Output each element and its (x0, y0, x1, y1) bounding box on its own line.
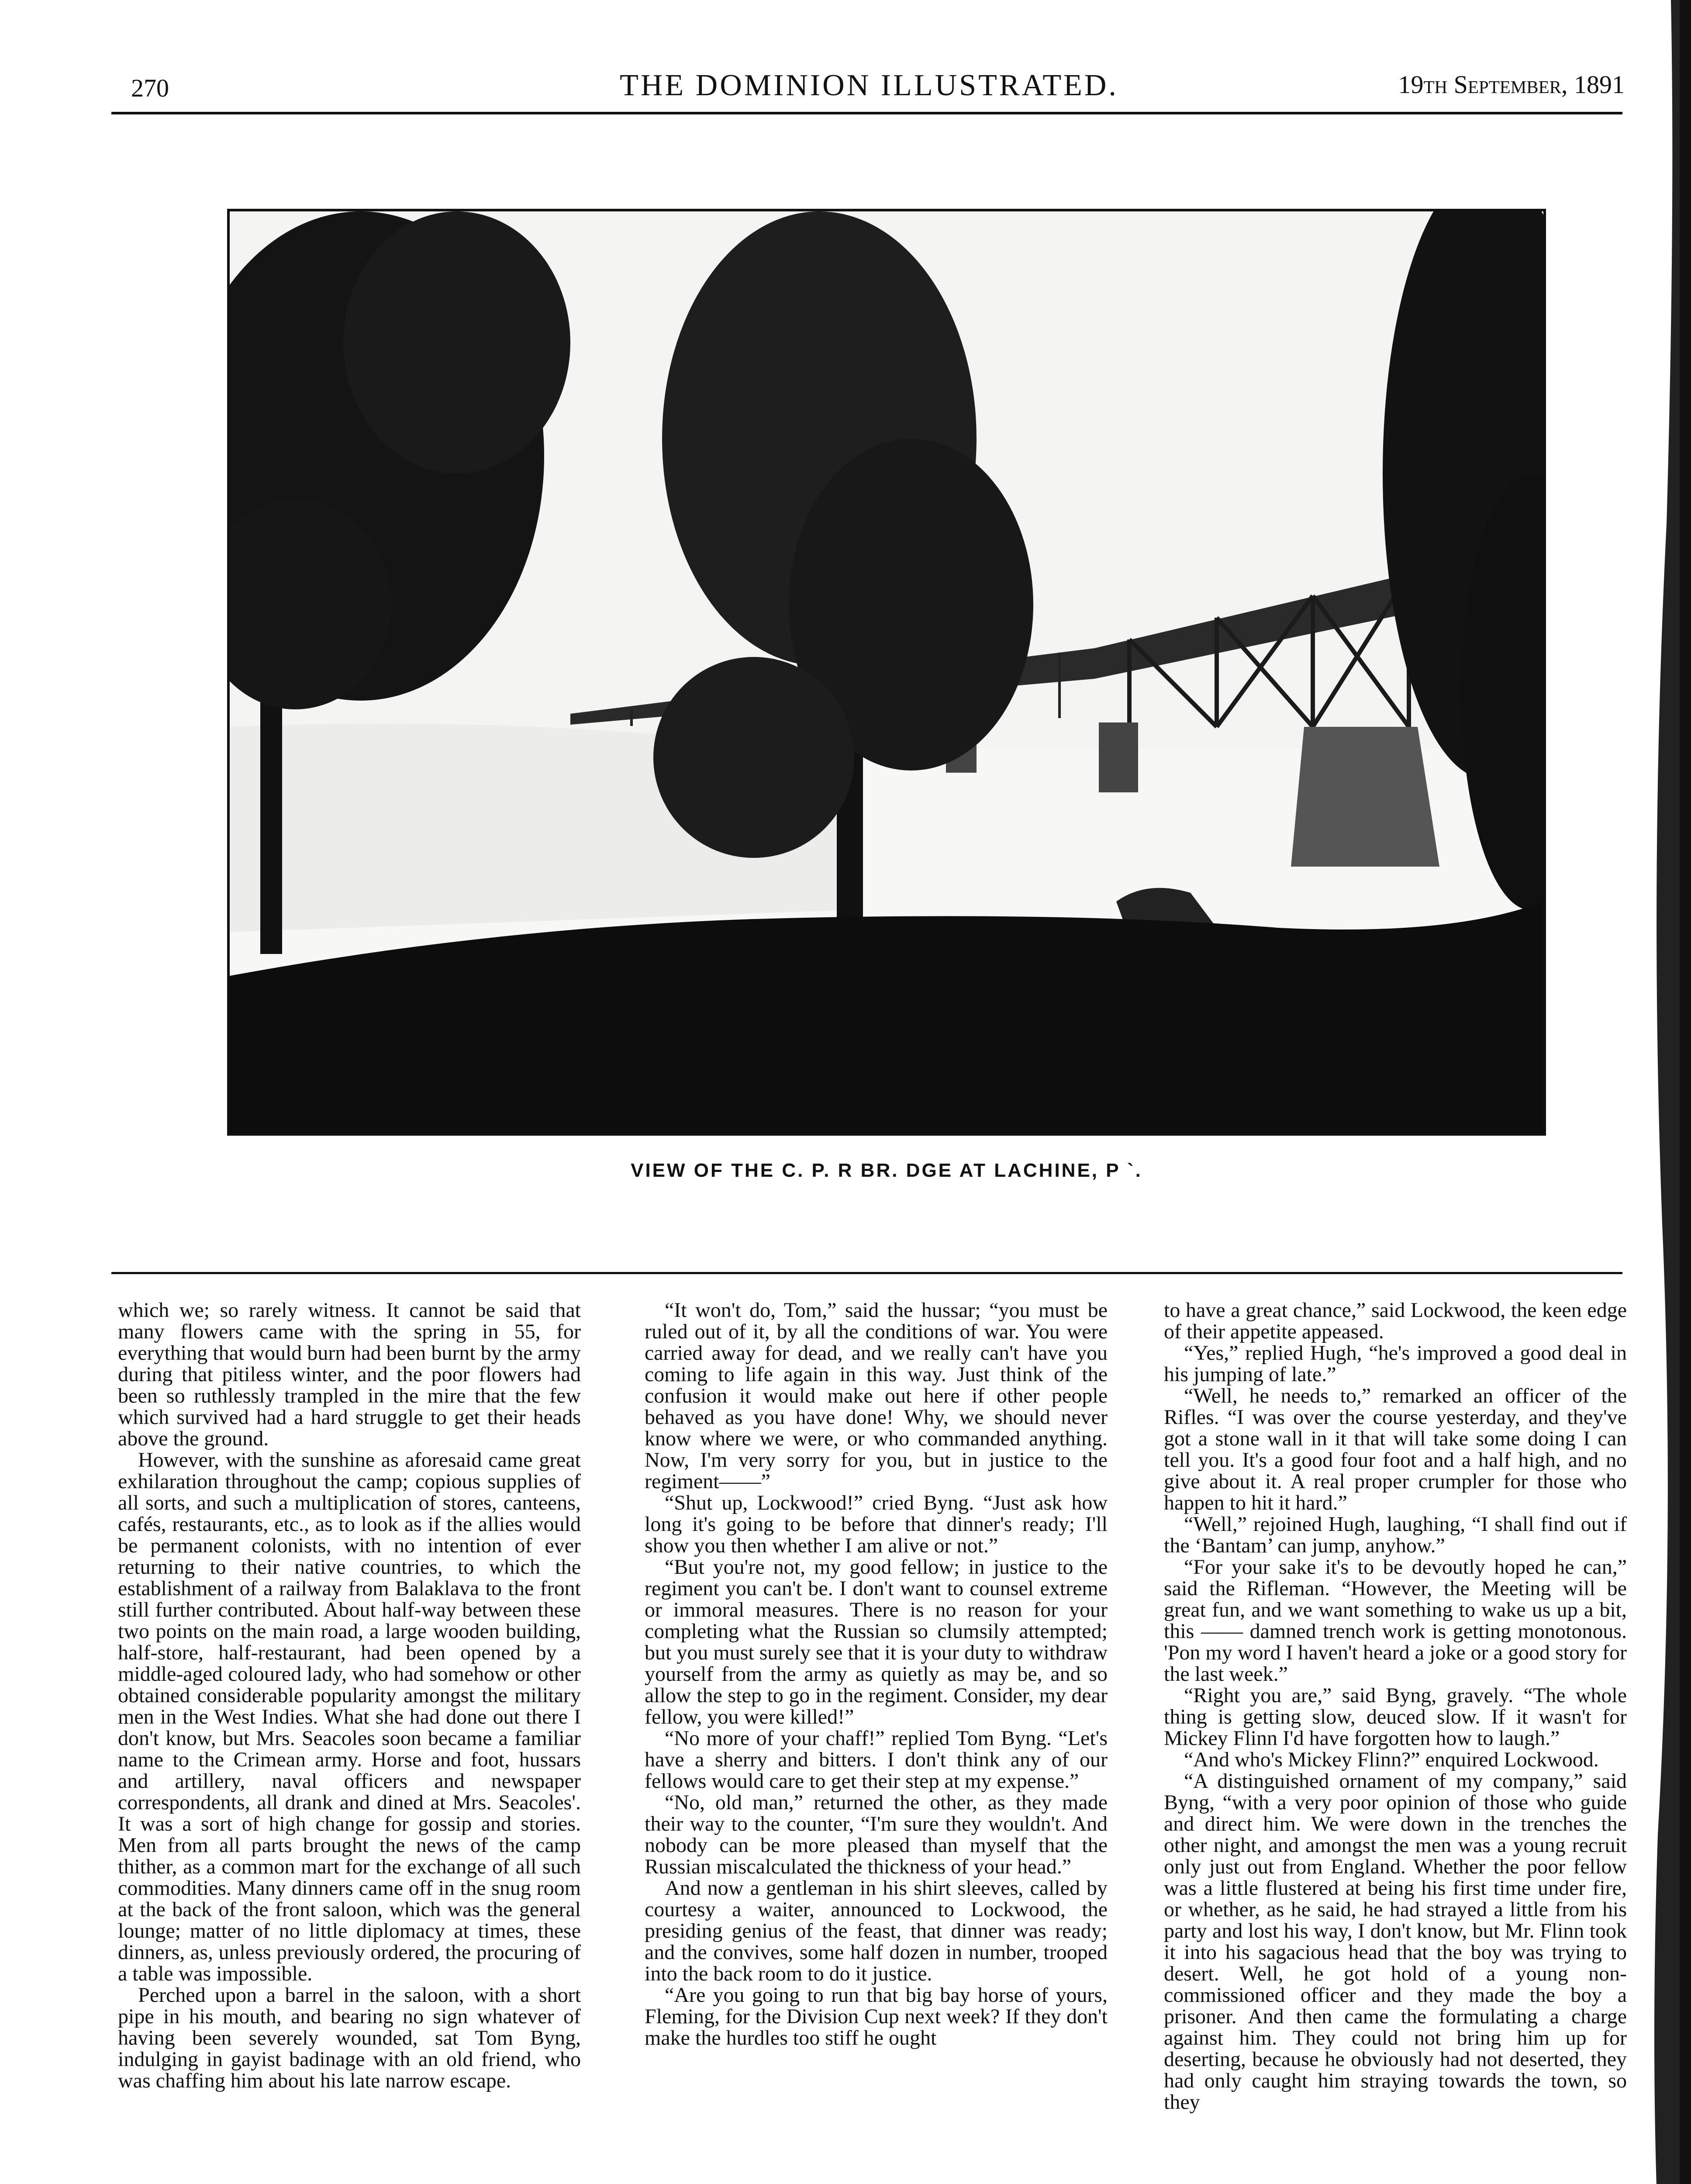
paragraph: However, with the sunshine as aforesaid came great exhilaration throughout the camp; copious supplies of all sorts, and such a multiplication of stores, canteens, cafés, restaurants, etc., as to look as if the allies would be permanent colonists, with no intention of ever returning to their native countries, to which the establishment of a railway from Balaklava to the front still further contributed. About half-way between these two points on the main road, a large wooden building, half-store, half-restaurant, had been opened by a middle-aged coloured lady, who had somehow or other obtained considerable popularity amongst the military men in the West Indies. What she had done out there I don't know, but Mrs. Seacoles soon became a familiar name to the Crimean army. Horse and foot, hussars and artillery, naval officers and newspaper correspondents, all drank and dined at Mrs. Seacoles'. It was a sort of high change for gossip and stories. Men from all parts brought the news of the camp thither, as a common mart for the exchange of all such commodities. Many dinners came off in the snug room at the back of the front saloon, which was the general lounge; matter of no little diplomacy at times, these dinners, as, unless previously ordered, the procuring of a table was impossible. (118, 1448, 581, 1985)
paragraph: “For your sake it's to be devoutly hoped he can,” said the Rifleman. “However, the Meeting will be great fun, and we want something to wake us up a bit, this —— damned trench work is getting monotonous. 'Pon my word I haven't heard a joke or a good story for the last week.” (1164, 1555, 1627, 1686)
paragraph: to have a great chance,” said Lockwood, the keen edge of their appetite appeased. (1164, 1299, 1627, 1343)
text-column-1 (118, 1299, 581, 2091)
paragraph: “No more of your chaff!” replied Tom Byng. “Let's have a sherry and bitters. I don't think any of our fellows would care to get their step at my expense.” (645, 1727, 1108, 1793)
page-number: 270 (131, 74, 169, 102)
page-header (114, 66, 1625, 105)
paragraph: “Well, he needs to,” remarked an officer of the Rifles. “I was over the course yesterday, and they've got a stone wall in it that will take some doing I can tell you. It's a good four foot and a half high, and no give about it. A real proper crumpler for those who happen to hit it hard.” (1164, 1384, 1627, 1514)
bridge-photograph (227, 209, 1546, 1136)
paragraph: “Yes,” replied Hugh, “he's improved a good deal in his jumping of late.” (1164, 1341, 1627, 1386)
paragraph: “A distinguished ornament of my company,” said Byng, “with a very poor opinion of those who guide and direct him. We were down in the trenches the other night, and amongst the men was a young recruit only just out from England. Whether the poor fellow was a little flustered at being his first time under fire, or whether, as he said, he had strayed a little from his party and lost his way, I don't know, but Mr. Flinn took it into his sagacious head that the boy was trying to desert. Well, he got hold of a young non-commissioned officer and they made the boy a prisoner. And then came the formulating a charge against him. They could not bring him up for deserting, because he obviously had not deserted, they had only caught him straying towards the town, so they (1164, 1769, 1627, 2114)
paragraph: “Right you are,” said Byng, gravely. “The whole thing is getting slow, deuced slow. If it wasn't for Mickey Flinn I'd have forgotten how to laugh.” (1164, 1684, 1627, 1750)
text-column-2 (645, 1299, 1108, 2049)
page-edge (1680, 0, 1691, 2184)
section-rule (111, 1272, 1622, 1274)
paragraph: And now a gentleman in his shirt sleeves, called by courtesy a waiter, announced to Lockwood, the presiding genius of the feast, that dinner was ready; and the convives, some half dozen in number, trooped into the back room to do it justice. (645, 1876, 1108, 1985)
bridge-photo-illustration (230, 211, 1543, 1133)
paragraph: “But you're not, my good fellow; in justice to the regiment you can't be. I don't want to counsel extreme or immoral measures. There is no reason for your completing what the Russian so clumsily attempted; but you must surely see that it is your duty to withdraw yourself from the army as quietly as may be, and so allow the step to go in the regiment. Consider, my dear fellow, you were killed!” (645, 1555, 1108, 1728)
masthead: THE DOMINION ILLUSTRATED. (620, 69, 1118, 102)
header-rule (111, 112, 1622, 114)
issue-date: 19th September, 1891 (1398, 70, 1625, 99)
paragraph: Perched upon a barrel in the saloon, with a short pipe in his mouth, and bearing no sign whatever of having been severely wounded, sat Tom Byng, indulging in gayist badinage with an old friend, who was chaffing him about his late narrow escape. (118, 1984, 581, 2092)
text-column-3 (1164, 1299, 1627, 2113)
paragraph: “And who's Mickey Flinn?” enquired Lockwood. (1184, 1748, 1599, 1771)
paragraph: “Are you going to run that big bay horse of yours, Fleming, for the Division Cup next week? If they don't make the hurdles too stiff he ought (645, 1984, 1108, 2049)
page-curl-shadow (1645, 0, 1680, 2184)
paragraph: “Shut up, Lockwood!” cried Byng. “Just ask how long it's going to be before that dinner's ready; I'll show you then whether I am alive or not.” (645, 1491, 1108, 1557)
paragraph: “It won't do, Tom,” said the hussar; “you must be ruled out of it, by all the conditions of war. You were carried away for dead, and we really can't have you coming to life again in this way. Just think of the confusion it would make out here if other people behaved as you have done! Why, we should never know where we were, or who commanded anything. Now, I'm very sorry for you, but in justice to the regiment——” (645, 1299, 1108, 1493)
photo-caption: VIEW OF THE C. P. R BR. DGE AT LACHINE, P `. (631, 1160, 1142, 1181)
paragraph: which we; so rarely witness. It cannot be said that many flowers came with the spring in 55, for everything that would burn had been burnt by the army during that pitiless winter, and the poor flowers had been so ruthlessly trampled in the mire that the few which survived had a hard struggle to get their heads above the ground. (118, 1299, 581, 1450)
paragraph: “No, old man,” returned the other, as they made their way to the counter, “I'm sure they wouldn't. And nobody can be more pleased than myself that the Russian miscalculated the thickness of your head.” (645, 1791, 1108, 1878)
paragraph: “Well,” rejoined Hugh, laughing, “I shall find out if the ‘Bantam’ can jump, anyhow.” (1164, 1513, 1627, 1557)
